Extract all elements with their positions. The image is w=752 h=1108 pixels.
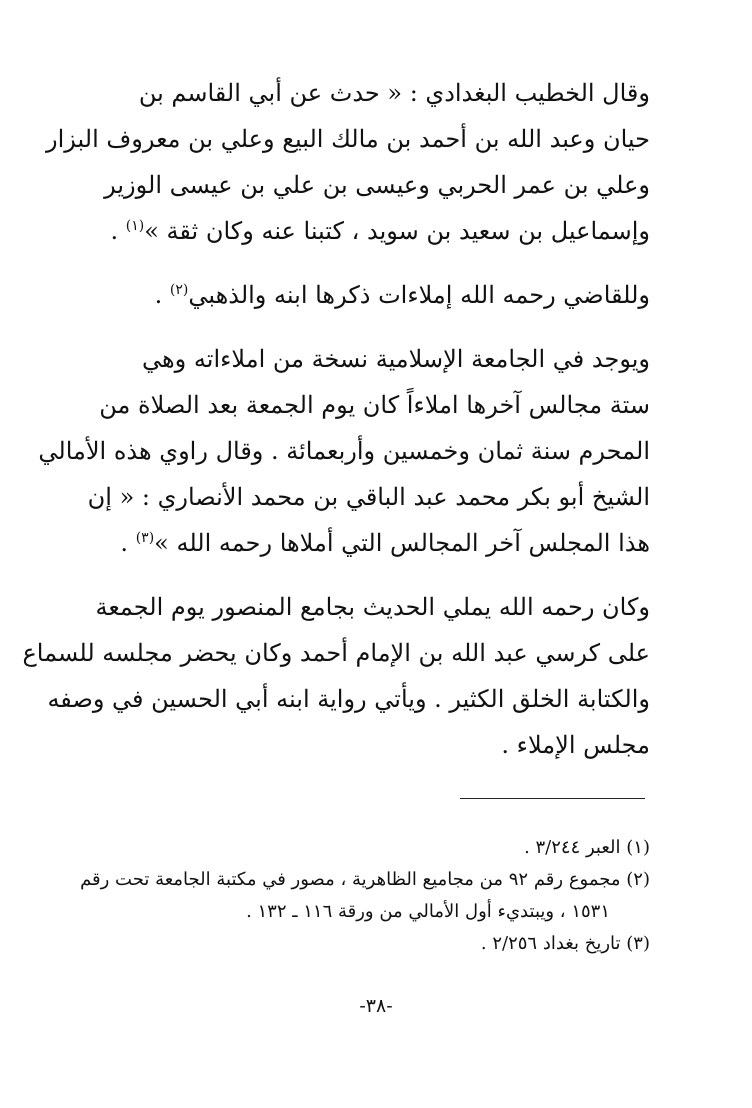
main-text bbox=[22, 70, 650, 768]
text-line-body: هذا المجلس آخر المجالس التي أملاها رحمه الله » bbox=[154, 529, 650, 557]
footnote-number: (٢) bbox=[626, 869, 650, 890]
text-line bbox=[90, 272, 650, 318]
footnote-1 bbox=[80, 832, 650, 864]
text-line bbox=[90, 208, 650, 254]
text-line-tail: . bbox=[110, 217, 126, 245]
footnote-ref-3[interactable]: (٣) bbox=[135, 530, 155, 546]
text-line-body: وإسماعيل بن سعيد بن سويد ، كتبنا عنه وكان ثقة » bbox=[144, 217, 650, 245]
text-line: الشيخ أبو بكر محمد عبد الباقي بن محمد الأنصاري : « إن bbox=[87, 483, 650, 511]
paragraph-1 bbox=[46, 70, 650, 254]
text-line bbox=[90, 520, 650, 566]
text-line: مجلس الإملاء . bbox=[501, 731, 650, 759]
footnote-2-continuation: ١٥٣١ ، ويبتديء أول الأمالي من ورقة ١١٦ ـ ١٣٢ . bbox=[246, 901, 610, 922]
text-line: وعلي بن عمر الحربي وعيسى بن علي بن عيسى الوزير bbox=[104, 171, 650, 199]
footnote-3 bbox=[80, 928, 650, 960]
footnote-text: مجموع رقم ٩٢ من مجاميع الظاهرية ، مصور في مكتبة الجامعة تحت رقم bbox=[80, 869, 621, 890]
text-line: ويوجد في الجامعة الإسلامية نسخة من املاءاته وهي bbox=[142, 345, 650, 373]
paragraph-2 bbox=[90, 272, 650, 318]
text-line: حيان وعبد الله بن أحمد بن مالك البيع وعلي بن معروف البزار bbox=[46, 125, 650, 153]
text-line: والكتابة الخلق الكثير . ويأتي رواية ابنه أبي الحسين في وصفه bbox=[47, 685, 650, 713]
footnote-number: (١) bbox=[626, 837, 650, 858]
text-line-tail: . bbox=[120, 529, 136, 557]
footnote-2 bbox=[80, 864, 650, 896]
text-line-body: وللقاضي رحمه الله إملاءات ذكرها ابنه والذهبي bbox=[188, 281, 650, 309]
page-number: -٣٨- bbox=[359, 995, 393, 1017]
footnote-number: (٣) bbox=[626, 933, 650, 954]
footnote-ref-2[interactable]: (٢) bbox=[169, 282, 189, 298]
footnote-ref-1[interactable]: (١) bbox=[125, 218, 145, 234]
footnotes bbox=[80, 832, 650, 960]
text-line: على كرسي عبد الله بن الإمام أحمد وكان يحضر مجلسه للسماع bbox=[22, 639, 650, 667]
footnote-text: تاريخ بغداد ٢/٢٥٦ . bbox=[480, 933, 621, 954]
text-line: ستة مجالس آخرها املاءاً كان يوم الجمعة بعد الصلاة من bbox=[99, 391, 650, 419]
paragraph-3 bbox=[38, 336, 650, 566]
text-line-tail: . bbox=[154, 281, 170, 309]
text-line: المحرم سنة ثمان وخمسين وأربعمائة . وقال راوي هذه الأمالي bbox=[38, 437, 650, 465]
footnote-divider bbox=[460, 798, 645, 799]
paragraph-4 bbox=[22, 584, 650, 768]
text-line: وقال الخطيب البغدادي : « حدث عن أبي القاسم بن bbox=[138, 79, 650, 107]
text-line: وكان رحمه الله يملي الحديث بجامع المنصور يوم الجمعة bbox=[95, 593, 650, 621]
footnote-text: العبر ٣/٢٤٤ . bbox=[524, 837, 621, 858]
